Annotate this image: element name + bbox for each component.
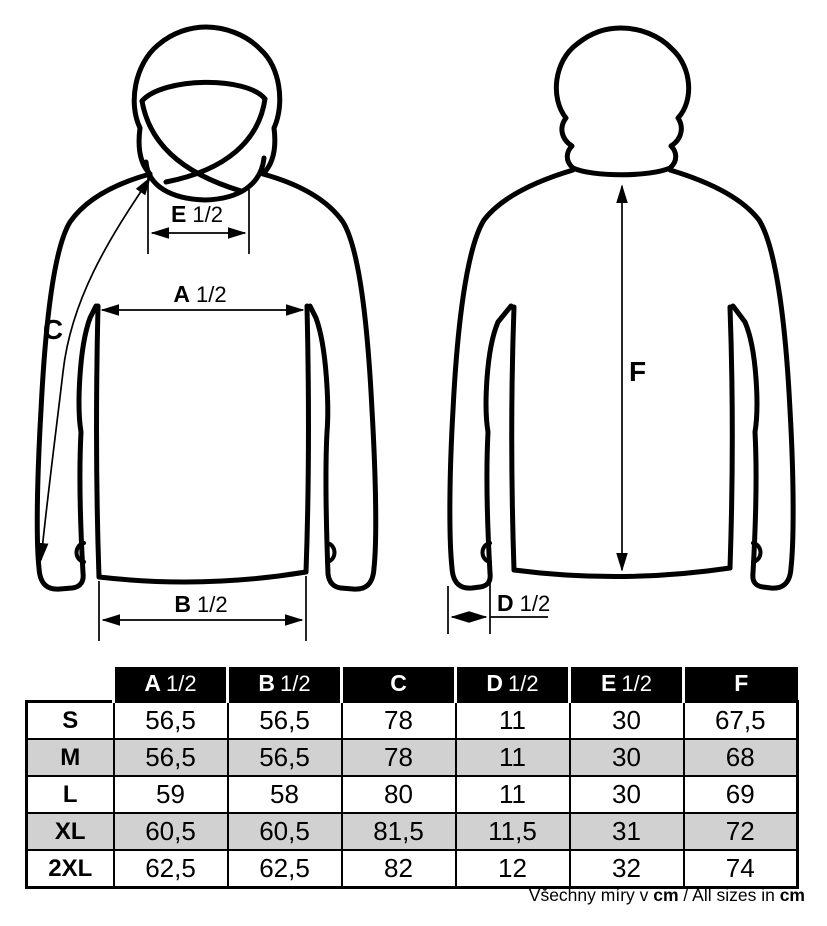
cell-value: 59 bbox=[114, 776, 228, 813]
cell-value: 32 bbox=[570, 850, 684, 888]
back-hood-outline bbox=[556, 28, 688, 168]
size-label: S bbox=[27, 702, 114, 740]
label-f: F bbox=[629, 356, 647, 387]
cell-value: 11,5 bbox=[456, 813, 570, 850]
cell-value: 74 bbox=[684, 850, 798, 888]
front-body-right-edge bbox=[306, 306, 308, 572]
front-hood-opening bbox=[142, 82, 265, 101]
size-table-header bbox=[27, 667, 798, 702]
front-hem bbox=[99, 572, 306, 582]
cell-value: 56,5 bbox=[228, 702, 342, 740]
front-collar-right-lapel bbox=[166, 99, 265, 182]
table-row-l bbox=[27, 776, 798, 813]
corner-cell bbox=[27, 667, 114, 702]
header-cell-c: C bbox=[342, 667, 456, 702]
units-note-en: / All sizes in bbox=[678, 885, 780, 905]
cell-value: 30 bbox=[570, 776, 684, 813]
size-label: M bbox=[27, 739, 114, 776]
table-row-2xl bbox=[27, 850, 798, 888]
table-row-xl bbox=[27, 813, 798, 850]
front-left-sleeve-inner bbox=[79, 306, 96, 573]
cell-value: 30 bbox=[570, 739, 684, 776]
cell-value: 62,5 bbox=[114, 850, 228, 888]
table-row-m bbox=[27, 739, 798, 776]
label-e: E 1/2 bbox=[171, 201, 223, 227]
label-b: B 1/2 bbox=[174, 591, 228, 617]
size-label: 2XL bbox=[27, 850, 114, 888]
front-left-sleeve-outer bbox=[37, 174, 150, 589]
cell-value: 60,5 bbox=[114, 813, 228, 850]
header-cell-e: E 1/2 bbox=[570, 667, 684, 702]
cell-value: 11 bbox=[456, 776, 570, 813]
cell-value: 72 bbox=[684, 813, 798, 850]
label-c: C bbox=[42, 314, 64, 345]
header-cell-b: B 1/2 bbox=[228, 667, 342, 702]
cell-value: 11 bbox=[456, 702, 570, 740]
table-row-s bbox=[27, 702, 798, 740]
cell-value: 67,5 bbox=[684, 702, 798, 740]
cell-value: 60,5 bbox=[228, 813, 342, 850]
back-body-right-edge bbox=[730, 307, 732, 568]
back-body-left-edge bbox=[512, 307, 514, 570]
back-right-sleeve-inner bbox=[733, 306, 757, 573]
header-cell-d: D 1/2 bbox=[456, 667, 570, 702]
cell-value: 31 bbox=[570, 813, 684, 850]
cell-value: 30 bbox=[570, 702, 684, 740]
front-body-left-edge bbox=[97, 306, 99, 577]
label-d: D 1/2 bbox=[497, 590, 551, 616]
size-table bbox=[25, 667, 799, 889]
units-cm-en: cm bbox=[779, 885, 805, 905]
cell-value: 58 bbox=[228, 776, 342, 813]
units-cm-cz: cm bbox=[653, 885, 679, 905]
header-cell-f: F bbox=[684, 667, 798, 702]
cell-value: 80 bbox=[342, 776, 456, 813]
label-a: A 1/2 bbox=[173, 281, 227, 307]
back-neck-seam bbox=[573, 168, 670, 175]
front-right-sleeve-inner bbox=[310, 306, 328, 574]
cell-value: 78 bbox=[342, 702, 456, 740]
cell-value: 11 bbox=[456, 739, 570, 776]
header-cell-a: A 1/2 bbox=[114, 667, 228, 702]
cell-value: 68 bbox=[684, 739, 798, 776]
cell-value: 82 bbox=[342, 850, 456, 888]
cell-value: 62,5 bbox=[228, 850, 342, 888]
dimension-labels bbox=[43, 201, 646, 617]
front-hood-outline bbox=[134, 27, 280, 174]
back-left-sleeve-inner bbox=[486, 306, 511, 573]
units-note-cz: Všechny míry v bbox=[528, 885, 654, 905]
size-label: L bbox=[27, 776, 114, 813]
cell-value: 69 bbox=[684, 776, 798, 813]
cell-value: 56,5 bbox=[228, 739, 342, 776]
cell-value: 56,5 bbox=[114, 702, 228, 740]
cell-value: 12 bbox=[456, 850, 570, 888]
front-view-drawing bbox=[37, 27, 375, 589]
units-note bbox=[529, 885, 805, 906]
front-right-sleeve-outer bbox=[263, 174, 376, 589]
size-label: XL bbox=[27, 813, 114, 850]
cell-value: 56,5 bbox=[114, 739, 228, 776]
cell-value: 78 bbox=[342, 739, 456, 776]
cell-value: 81,5 bbox=[342, 813, 456, 850]
